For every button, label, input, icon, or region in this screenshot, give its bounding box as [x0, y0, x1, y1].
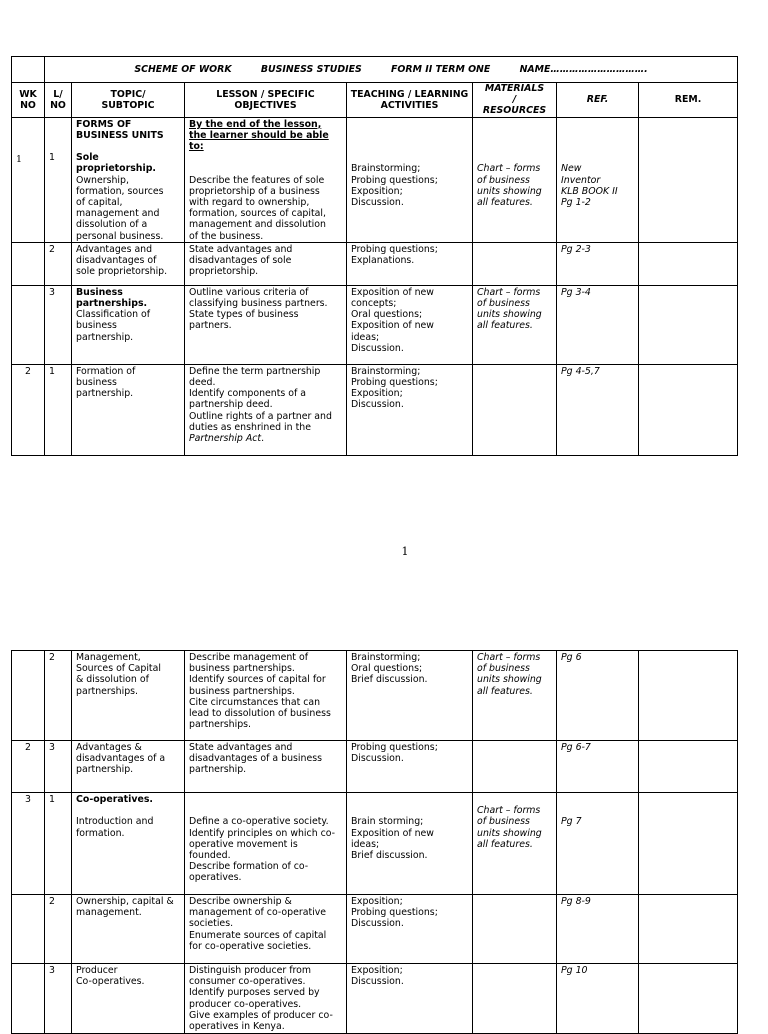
topic-cell: [72, 895, 185, 964]
text-line: ideas;: [351, 838, 380, 850]
text-line: Pg 4-5,7: [561, 365, 600, 377]
text-line: [76, 141, 180, 152]
header-lno: L/ NO: [45, 83, 72, 118]
text-line: New: [561, 163, 582, 175]
text-line: [351, 805, 468, 816]
table-row: [12, 793, 738, 895]
title-row: [12, 57, 738, 83]
materials-cell: [473, 651, 557, 741]
topic-cell: [72, 741, 185, 793]
text-line: partnership.: [76, 764, 134, 776]
text-line: Describe formation of co-: [189, 861, 309, 873]
materials-cell: [473, 364, 557, 455]
text-line: Introduction and: [76, 816, 154, 828]
text-line: lead to dissolution of business: [189, 708, 331, 720]
header-materials: MATERIALS / RESOURCES: [473, 83, 557, 118]
text-line: Identify components of a: [189, 388, 307, 400]
text-line: Chart – forms: [477, 805, 541, 817]
remarks-cell: [639, 741, 738, 793]
topic-cell: [72, 651, 185, 741]
text-line: Pg 6: [561, 652, 582, 663]
text-line: of business: [477, 298, 530, 310]
text-line: Describe management of: [189, 652, 309, 663]
topic-cell: [72, 364, 185, 455]
text-line: Exposition;: [351, 185, 403, 197]
objectives-cell: [185, 651, 347, 741]
text-line: Pg 2-3: [561, 243, 591, 255]
week-number-cell: 2: [12, 741, 45, 793]
text-line: Co-operatives.: [76, 794, 153, 805]
week-number-cell: 1: [12, 117, 45, 242]
text-line: management.: [76, 907, 142, 919]
text-line: units showing: [477, 827, 542, 839]
text-line: [561, 130, 634, 141]
text-line: Ownership,: [76, 174, 129, 186]
text-line: Probing questions;: [351, 174, 438, 186]
text-line: KLB BOOK II: [561, 185, 618, 197]
text-line: Outline various criteria of: [189, 286, 309, 298]
text-line: Discussion.: [351, 342, 404, 354]
reference-cell: [557, 895, 639, 964]
text-line: partnership.: [189, 764, 247, 776]
text-line: [351, 141, 468, 152]
scheme-of-work-table-page-1: [11, 56, 738, 456]
table-row: [12, 117, 738, 242]
activities-cell: [347, 895, 473, 964]
text-line: Discussion.: [351, 197, 404, 209]
text-line: disadvantages of a business: [189, 753, 322, 765]
text-line: Describe ownership &: [189, 896, 292, 907]
text-line: [561, 805, 634, 816]
text-line: all features.: [477, 197, 533, 209]
blank-cell: [12, 57, 45, 83]
title-subject: BUSINESS STUDIES: [260, 64, 362, 76]
remarks-cell: [639, 117, 738, 242]
page-number: 1: [401, 545, 409, 558]
document-title: [45, 57, 738, 83]
table-row: [12, 895, 738, 964]
header-topic: TOPIC/ SUBTOPIC: [72, 83, 185, 118]
text-line: Enumerate sources of capital: [189, 929, 327, 941]
text-line: Pg 3-4: [561, 286, 591, 298]
remarks-cell: [639, 651, 738, 741]
text-line: to:: [189, 141, 204, 153]
text-line: Chart – forms: [477, 163, 541, 175]
activities-cell: [347, 651, 473, 741]
text-line: business partnerships.: [189, 663, 295, 675]
text-line: operatives.: [189, 872, 242, 884]
activities-cell: [347, 117, 473, 242]
text-line: Define a co-operative society.: [189, 816, 329, 828]
text-line: Exposition;: [351, 965, 403, 976]
remarks-cell: [639, 895, 738, 964]
lesson-number-cell: 2: [45, 895, 72, 964]
topic-cell: [72, 117, 185, 242]
text-line: disadvantages of sole: [189, 255, 292, 267]
remarks-cell: [639, 964, 738, 1034]
text-line: [189, 805, 342, 816]
text-line: BUSINESS UNITS: [76, 129, 164, 141]
text-line: partners.: [189, 320, 232, 332]
header-row: [12, 83, 738, 118]
text-line: Co-operatives.: [76, 976, 145, 988]
text-line: Distinguish producer from: [189, 965, 312, 976]
text-line: business: [76, 320, 117, 332]
text-line: Identify principles on which co-: [189, 827, 336, 839]
activities-cell: [347, 741, 473, 793]
text-line: Define the term partnership: [189, 365, 321, 377]
text-line: Identify purposes served by: [189, 987, 320, 999]
text-line: Inventor: [561, 174, 601, 186]
text-line: sole proprietorship.: [76, 266, 168, 278]
remarks-cell: [639, 285, 738, 364]
week-number-cell: [12, 651, 45, 741]
text-line: Ownership, capital &: [76, 896, 174, 907]
text-line: disadvantages of a: [76, 753, 166, 765]
table-row: [12, 364, 738, 455]
text-line: Oral questions;: [351, 309, 423, 321]
text-line: deed.: [189, 377, 216, 389]
text-line: [351, 130, 468, 141]
text-line: formation, sources of capital,: [189, 208, 326, 220]
table-row: [12, 964, 738, 1034]
text-line: [351, 119, 468, 130]
objectives-cell: [185, 242, 347, 285]
activities-cell: [347, 964, 473, 1034]
text-line: Brainstorming;: [351, 652, 421, 663]
materials-cell: [473, 793, 557, 895]
text-line: dissolution of a: [76, 219, 148, 231]
text-line: partnerships.: [76, 685, 139, 697]
table-row: [12, 651, 738, 741]
text-line: Partnership Act.: [189, 433, 265, 445]
remarks-cell: [639, 793, 738, 895]
text-line: Exposition of new: [351, 827, 434, 839]
lesson-number-cell: 3: [45, 285, 72, 364]
text-line: duties as enshrined in the: [189, 421, 311, 433]
text-line: [561, 141, 634, 152]
lesson-number-cell: 3: [45, 741, 72, 793]
objectives-cell: [185, 793, 347, 895]
scheme-of-work-table-page-2: [11, 650, 738, 1034]
text-line: Pg 1-2: [561, 197, 591, 209]
text-line: Probing questions;: [351, 907, 438, 919]
text-line: [477, 794, 552, 805]
week-number-cell: 3: [12, 793, 45, 895]
week-number-cell: 2: [12, 364, 45, 455]
text-line: Producer: [76, 965, 118, 976]
objectives-cell: [185, 741, 347, 793]
table-row: [12, 741, 738, 793]
text-line: proprietorship of a business: [189, 185, 320, 197]
lesson-number-cell: 1: [45, 364, 72, 455]
topic-cell: [72, 793, 185, 895]
text-line: Management,: [76, 652, 141, 663]
text-line: [477, 119, 552, 130]
text-line: [189, 163, 342, 174]
text-line: Advantages &: [76, 742, 142, 753]
text-line: of business: [477, 663, 530, 675]
text-line: units showing: [477, 185, 542, 197]
table-row: [12, 242, 738, 285]
text-line: State advantages and: [189, 243, 293, 255]
reference-cell: [557, 117, 639, 242]
remarks-cell: [639, 364, 738, 455]
text-line: Sole: [76, 152, 99, 164]
text-line: of the business.: [189, 230, 264, 242]
text-line: operatives in Kenya.: [189, 1021, 285, 1033]
text-line: all features.: [477, 685, 533, 697]
text-line: operative movement is: [189, 838, 298, 850]
text-line: the learner should be able: [189, 129, 329, 141]
text-line: Give examples of producer co-: [189, 1009, 333, 1021]
text-line: proprietorship.: [76, 163, 156, 175]
text-line: societies.: [189, 918, 234, 930]
text-line: partnership.: [76, 331, 134, 343]
text-line: Exposition;: [351, 388, 403, 400]
activities-cell: [347, 285, 473, 364]
week-number-cell: [12, 285, 45, 364]
text-line: Pg 7: [561, 816, 582, 828]
materials-cell: [473, 895, 557, 964]
text-line: Describe the features of sole: [189, 174, 325, 186]
header-objectives: LESSON / SPECIFIC OBJECTIVES: [185, 83, 347, 118]
header-ref: REF.: [557, 83, 639, 118]
week-number-cell: [12, 895, 45, 964]
materials-cell: [473, 242, 557, 285]
text-line: business: [76, 377, 117, 389]
text-line: Pg 10: [561, 965, 588, 976]
objectives-cell: [185, 964, 347, 1034]
text-line: Discussion.: [351, 976, 404, 988]
reference-cell: [557, 285, 639, 364]
title-scheme: SCHEME OF WORK: [134, 64, 232, 76]
text-line: Brainstorming;: [351, 163, 421, 175]
text-line: State advantages and: [189, 742, 293, 753]
reference-cell: [557, 364, 639, 455]
text-line: partnership deed.: [189, 399, 273, 411]
activities-cell: [347, 793, 473, 895]
text-line: all features.: [477, 320, 533, 332]
text-line: producer co-operatives.: [189, 998, 302, 1010]
text-line: FORMS OF: [76, 118, 132, 130]
reference-cell: [557, 651, 639, 741]
text-line: Explanations.: [351, 255, 415, 267]
text-line: Discussion.: [351, 753, 404, 765]
text-line: ideas;: [351, 331, 380, 343]
text-line: [351, 794, 468, 805]
text-line: Exposition;: [351, 896, 403, 907]
text-line: formation.: [76, 827, 125, 839]
text-line: [561, 794, 634, 805]
text-line: partnerships.: [76, 298, 148, 310]
header-wk: WK NO: [12, 83, 45, 118]
act-name: Partnership Act: [189, 433, 262, 445]
text-line: units showing: [477, 309, 542, 321]
week-number-cell: [12, 964, 45, 1034]
text-line: Discussion.: [351, 918, 404, 930]
materials-cell: [473, 117, 557, 242]
reference-cell: [557, 964, 639, 1034]
header-rem: REM.: [639, 83, 738, 118]
text-line: [477, 152, 552, 163]
text-line: personal business.: [76, 230, 164, 242]
topic-cell: [72, 964, 185, 1034]
text-line: with regard to ownership,: [189, 197, 310, 209]
text-line: Oral questions;: [351, 663, 423, 675]
text-line: Business: [76, 286, 123, 298]
text-line: classifying business partners.: [189, 298, 328, 310]
text-line: consumer co-operatives.: [189, 976, 306, 988]
week-number-cell: [12, 242, 45, 285]
text-line: Probing questions;: [351, 377, 438, 389]
remarks-cell: [639, 242, 738, 285]
text-line: Brain storming;: [351, 816, 424, 828]
text-line: business partnerships.: [189, 685, 295, 697]
lesson-number-cell: 3: [45, 964, 72, 1034]
text-line: disadvantages of: [76, 255, 157, 267]
activities-cell: [347, 242, 473, 285]
text-line: Exposition of new: [351, 320, 434, 332]
text-line: for co-operative societies.: [189, 940, 312, 952]
text-line: [561, 119, 634, 130]
text-line: Discussion.: [351, 399, 404, 411]
objectives-cell: [185, 364, 347, 455]
objectives-cell: [185, 117, 347, 242]
topic-cell: [72, 242, 185, 285]
text-line: & dissolution of: [76, 674, 149, 686]
text-line: proprietorship.: [189, 266, 259, 278]
reference-cell: [557, 793, 639, 895]
text-line: [189, 152, 342, 163]
materials-cell: [473, 964, 557, 1034]
header-activities: TEACHING / LEARNING ACTIVITIES: [347, 83, 473, 118]
text-line: management of co-operative: [189, 907, 327, 919]
title-form: FORM II TERM ONE: [391, 64, 491, 76]
text-line: concepts;: [351, 298, 397, 310]
text-line: Probing questions;: [351, 742, 438, 753]
text-line: partnerships.: [189, 719, 252, 731]
text-line: Pg 6-7: [561, 742, 591, 753]
activities-cell: [347, 364, 473, 455]
objectives-cell: [185, 285, 347, 364]
topic-cell: [72, 285, 185, 364]
text-line: all features.: [477, 838, 533, 850]
text-line: founded.: [189, 850, 231, 862]
text-line: Brief discussion.: [351, 674, 428, 686]
text-line: Pg 8-9: [561, 896, 591, 907]
lesson-number-cell: 2: [45, 651, 72, 741]
text-line: [477, 130, 552, 141]
text-line: management and dissolution: [189, 219, 326, 231]
text-line: [76, 805, 180, 816]
text-line: of capital,: [76, 197, 123, 209]
text-line: Brief discussion.: [351, 850, 428, 862]
text-line: Classification of: [76, 309, 151, 321]
text-line: units showing: [477, 674, 542, 686]
text-line: [351, 152, 468, 163]
text-line: of business: [477, 816, 530, 828]
text-line: Sources of Capital: [76, 663, 161, 675]
text-line: Identify sources of capital for: [189, 674, 326, 686]
lesson-number-cell: 2: [45, 242, 72, 285]
text-line: Outline rights of a partner and: [189, 410, 332, 422]
materials-cell: [473, 285, 557, 364]
table-row: [12, 285, 738, 364]
text-line: Probing questions;: [351, 243, 438, 255]
text-line: Advantages and: [76, 243, 153, 255]
text-line: Brainstorming;: [351, 365, 421, 377]
text-line: State types of business: [189, 309, 299, 321]
reference-cell: [557, 741, 639, 793]
lesson-number-cell: 1: [45, 117, 72, 242]
lesson-number-cell: 1: [45, 793, 72, 895]
title-name: NAME………………………….: [519, 64, 648, 76]
objectives-cell: [185, 895, 347, 964]
text-line: formation, sources: [76, 185, 164, 197]
text-line: [561, 152, 634, 163]
text-line: management and: [76, 208, 160, 220]
text-line: Chart – forms: [477, 652, 541, 663]
text-line: Formation of: [76, 365, 136, 377]
text-line: [477, 141, 552, 152]
text-line: partnership.: [76, 388, 134, 400]
text-line: Exposition of new: [351, 286, 434, 298]
text-line: Chart – forms: [477, 286, 541, 298]
reference-cell: [557, 242, 639, 285]
text-line: [189, 794, 342, 805]
materials-cell: [473, 741, 557, 793]
text-line: Cite circumstances that can: [189, 696, 321, 708]
text-line: of business: [477, 174, 530, 186]
text-line: By the end of the lesson,: [189, 118, 322, 130]
